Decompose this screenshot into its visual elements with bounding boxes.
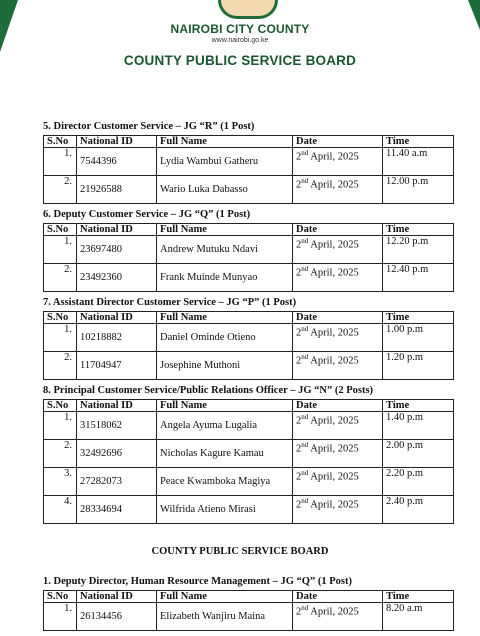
date-month-year: April, 2025 <box>310 499 359 511</box>
board-title: COUNTY PUBLIC SERVICE BOARD <box>123 53 357 68</box>
date-ordinal: nd <box>301 413 309 421</box>
time-cell: 12.00 p.m <box>383 176 454 204</box>
date-cell <box>293 352 383 380</box>
column-header: S.No <box>44 312 77 324</box>
table-row <box>44 468 454 496</box>
section-title: 8. Principal Customer Service/Public Relations Officer – JG “N” (2 Posts) <box>43 385 374 396</box>
date-day: 2 <box>296 239 302 251</box>
full-name-cell: Elizabeth Wanjiru Maina <box>157 603 293 631</box>
schedule-section <box>43 208 453 292</box>
date-ordinal: nd <box>301 469 309 477</box>
serial-number-cell: 1. <box>44 603 77 631</box>
column-header: National ID <box>77 591 157 603</box>
schedule-section <box>43 575 453 631</box>
serial-number-cell: 1. <box>44 324 77 352</box>
date-day: 2 <box>296 327 302 339</box>
column-header: Time <box>383 224 454 236</box>
time-cell: 2.20 p.m <box>383 468 454 496</box>
national-id-cell: 11704947 <box>77 352 157 380</box>
column-header: National ID <box>77 312 157 324</box>
national-id-cell: 23697480 <box>77 236 157 264</box>
date-cell <box>293 176 383 204</box>
date-ordinal: nd <box>301 265 309 273</box>
column-header: National ID <box>77 224 157 236</box>
date-ordinal: nd <box>301 497 309 505</box>
date-month-year: April, 2025 <box>310 327 359 339</box>
date-cell <box>293 324 383 352</box>
date-cell <box>293 236 383 264</box>
column-header: S.No <box>44 591 77 603</box>
date-month-year: April, 2025 <box>310 179 359 191</box>
national-id-cell: 21926588 <box>77 176 157 204</box>
column-header: Date <box>293 224 383 236</box>
date-ordinal: nd <box>301 604 309 612</box>
date-day: 2 <box>296 151 302 163</box>
time-cell: 8.20 a.m <box>383 603 454 631</box>
column-header: Time <box>383 400 454 412</box>
serial-number-cell: 2. <box>44 264 77 292</box>
date-cell <box>293 412 383 440</box>
serial-number-cell: 2. <box>44 176 77 204</box>
date-month-year: April, 2025 <box>310 151 359 163</box>
date-ordinal: nd <box>301 177 309 185</box>
county-emblem-logo <box>218 0 278 19</box>
table-row <box>44 352 454 380</box>
column-header: Time <box>383 136 454 148</box>
section-title: 6. Deputy Customer Service – JG “Q” (1 Post) <box>43 209 251 220</box>
section-title: 7. Assistant Director Customer Service – JG “P” (1 Post) <box>43 297 297 308</box>
schedule-section <box>43 296 453 380</box>
date-day: 2 <box>296 606 302 618</box>
column-header: Time <box>383 591 454 603</box>
column-header: Full Name <box>157 136 293 148</box>
section-title: 1. Deputy Director, Human Resource Management – JG “Q” (1 Post) <box>43 576 352 587</box>
table-row <box>44 236 454 264</box>
full-name-cell: Lydia Wambui Gatheru <box>157 148 293 176</box>
date-day: 2 <box>296 443 302 455</box>
serial-number-cell: 1. <box>44 412 77 440</box>
date-month-year: April, 2025 <box>310 239 359 251</box>
column-header: Full Name <box>157 312 293 324</box>
time-cell: 1.40 p.m <box>383 412 454 440</box>
org-website: www.nairobi.go.ke <box>211 37 269 44</box>
date-month-year: April, 2025 <box>310 443 359 455</box>
national-id-cell: 27282073 <box>77 468 157 496</box>
date-day: 2 <box>296 179 302 191</box>
date-day: 2 <box>296 267 302 279</box>
time-cell: 2.00 p.m <box>383 440 454 468</box>
date-cell <box>293 264 383 292</box>
table-row <box>44 176 454 204</box>
date-ordinal: nd <box>301 353 309 361</box>
national-id-cell: 28334694 <box>77 496 157 524</box>
column-header: Full Name <box>157 591 293 603</box>
full-name-cell: Wilfrida Atieno Mirasi <box>157 496 293 524</box>
full-name-cell: Nicholas Kagure Kamau <box>157 440 293 468</box>
column-header: S.No <box>44 400 77 412</box>
full-name-cell: Frank Muinde Munyao <box>157 264 293 292</box>
serial-number-cell: 2. <box>44 440 77 468</box>
table-row <box>44 496 454 524</box>
time-cell: 2.40 p.m <box>383 496 454 524</box>
column-header: Full Name <box>157 224 293 236</box>
national-id-cell: 32492696 <box>77 440 157 468</box>
column-header: Date <box>293 591 383 603</box>
date-ordinal: nd <box>301 325 309 333</box>
full-name-cell: Daniel Ominde Otieno <box>157 324 293 352</box>
national-id-cell: 10218882 <box>77 324 157 352</box>
date-cell <box>293 603 383 631</box>
column-header: Date <box>293 136 383 148</box>
date-month-year: April, 2025 <box>310 606 359 618</box>
column-header: S.No <box>44 224 77 236</box>
national-id-cell: 23492360 <box>77 264 157 292</box>
date-cell <box>293 440 383 468</box>
date-cell <box>293 496 383 524</box>
schedule-section <box>43 120 453 204</box>
column-header: Date <box>293 400 383 412</box>
full-name-cell: Josephine Muthoni <box>157 352 293 380</box>
national-id-cell: 31518062 <box>77 412 157 440</box>
date-ordinal: nd <box>301 237 309 245</box>
table-row <box>44 440 454 468</box>
serial-number-cell: 3. <box>44 468 77 496</box>
date-month-year: April, 2025 <box>310 415 359 427</box>
date-cell <box>293 468 383 496</box>
serial-number-cell: 1. <box>44 236 77 264</box>
national-id-cell: 26134456 <box>77 603 157 631</box>
date-cell <box>293 148 383 176</box>
schedule-section <box>43 384 453 524</box>
second-board-heading: COUNTY PUBLIC SERVICE BOARD <box>151 546 329 557</box>
column-header: Full Name <box>157 400 293 412</box>
schedule-table <box>43 135 454 204</box>
full-name-cell: Angela Ayuma Lugalia <box>157 412 293 440</box>
table-row <box>44 324 454 352</box>
national-id-cell: 7544396 <box>77 148 157 176</box>
serial-number-cell: 4. <box>44 496 77 524</box>
schedule-table <box>43 223 454 292</box>
time-cell: 1.20 p.m <box>383 352 454 380</box>
time-cell: 11.40 a.m <box>383 148 454 176</box>
date-ordinal: nd <box>301 441 309 449</box>
date-month-year: April, 2025 <box>310 267 359 279</box>
time-cell: 12.20 p.m <box>383 236 454 264</box>
table-row <box>44 603 454 631</box>
column-header: National ID <box>77 400 157 412</box>
date-day: 2 <box>296 355 302 367</box>
full-name-cell: Wario Luka Dabasso <box>157 176 293 204</box>
date-month-year: April, 2025 <box>310 355 359 367</box>
time-cell: 1.00 p.m <box>383 324 454 352</box>
date-ordinal: nd <box>301 149 309 157</box>
schedule-table <box>43 399 454 524</box>
schedule-table <box>43 311 454 380</box>
column-header: S.No <box>44 136 77 148</box>
time-cell: 12.40 p.m <box>383 264 454 292</box>
section-title: 5. Director Customer Service – JG “R” (1 Post) <box>43 121 255 132</box>
date-day: 2 <box>296 471 302 483</box>
full-name-cell: Peace Kwamboka Magiya <box>157 468 293 496</box>
column-header: Date <box>293 312 383 324</box>
full-name-cell: Andrew Mutuku Ndavi <box>157 236 293 264</box>
org-name: NAIROBI CITY COUNTY <box>170 22 310 36</box>
table-row <box>44 264 454 292</box>
serial-number-cell: 2. <box>44 352 77 380</box>
column-header: National ID <box>77 136 157 148</box>
date-day: 2 <box>296 499 302 511</box>
table-row <box>44 412 454 440</box>
schedule-table <box>43 590 454 631</box>
table-row <box>44 148 454 176</box>
serial-number-cell: 1. <box>44 148 77 176</box>
date-month-year: April, 2025 <box>310 471 359 483</box>
date-day: 2 <box>296 415 302 427</box>
column-header: Time <box>383 312 454 324</box>
